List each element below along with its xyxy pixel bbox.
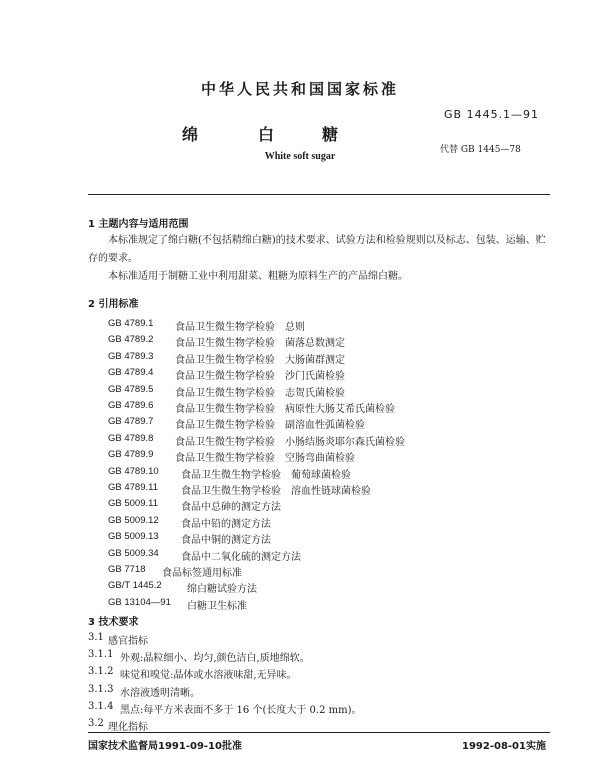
reference-title: 食品卫生微生物学检验 总则 bbox=[175, 322, 305, 333]
replaces-note: 代替 GB 1445—78 bbox=[440, 145, 521, 155]
section-1-para-2: 本标准适用于制糖工业中利用甜菜、粗糖为原料生产的产品绵白糖。 bbox=[108, 271, 408, 282]
reference-title: 食品中二氧化硫的测定方法 bbox=[181, 552, 301, 563]
reference-title: 绵白糖试验方法 bbox=[187, 584, 257, 595]
header-divider bbox=[88, 194, 550, 195]
reference-code: GB 4789.9 bbox=[108, 449, 154, 460]
reference-code: GB 4789.1 bbox=[108, 318, 154, 329]
reference-title: 食品中总砷的测定方法 bbox=[181, 502, 281, 513]
reference-code: GB 5009.11 bbox=[108, 498, 159, 509]
reference-code: GB 4789.8 bbox=[108, 433, 154, 444]
reference-title: 食品卫生微生物学检验 葡萄球菌检验 bbox=[181, 470, 351, 481]
reference-title: 食品卫生微生物学检验 沙门氏菌检验 bbox=[175, 371, 345, 382]
reference-code: GB 4789.7 bbox=[108, 416, 154, 427]
reference-title: 食品卫生微生物学检验 溶血性链球菌检验 bbox=[181, 486, 371, 497]
clause-number: 3.1.4 bbox=[88, 701, 114, 712]
reference-code: GB 5009.13 bbox=[108, 531, 159, 542]
clause-number: 3.1.1 bbox=[88, 649, 114, 660]
clause-number: 3.1.3 bbox=[88, 684, 114, 695]
clause-text: 外观:晶粒细小、均匀,颜色洁白,质地绵软。 bbox=[120, 653, 310, 664]
reference-title: 食品中铜的测定方法 bbox=[181, 535, 271, 546]
reference-title: 食品卫生微生物学检验 病原性大肠艾希氏菌检验 bbox=[175, 404, 395, 415]
title-char-2: 白 bbox=[258, 125, 275, 144]
clause-text: 理化指标 bbox=[108, 722, 148, 733]
reference-code: GB 4789.10 bbox=[108, 466, 159, 477]
reference-code: GB 4789.2 bbox=[108, 334, 154, 345]
section-1-para-1-line-1: 本标准规定了绵白糖(不包括精绵白糖)的技术要求、试验方法和检验规则以及标志、包装、运输、贮 bbox=[108, 235, 546, 246]
clause-number: 3.1 bbox=[88, 632, 104, 643]
title-char-3: 糖 bbox=[322, 125, 339, 144]
section-2-heading: 2 引用标准 bbox=[88, 299, 139, 310]
reference-code: GB 4789.11 bbox=[108, 482, 159, 493]
reference-title: 食品卫生微生物学检验 空肠弯曲菌检验 bbox=[175, 453, 355, 464]
reference-code: GB 4789.3 bbox=[108, 351, 154, 362]
reference-code: GB 7718 bbox=[108, 564, 146, 575]
reference-code: GB 4789.5 bbox=[108, 384, 154, 395]
clause-text: 感官指标 bbox=[108, 636, 148, 647]
clause-text: 味觉和嗅觉:晶体或水溶液味甜,无异味。 bbox=[120, 670, 297, 681]
title-char-1: 绵 bbox=[182, 125, 199, 144]
clause-text: 水溶液透明清晰。 bbox=[120, 688, 200, 699]
reference-title: 食品标签通用标准 bbox=[162, 568, 242, 579]
reference-title: 白糖卫生标准 bbox=[187, 601, 247, 612]
reference-code: GB 5009.34 bbox=[108, 548, 159, 559]
reference-title: 食品卫生微生物学检验 副溶血性弧菌检验 bbox=[175, 420, 365, 431]
reference-title: 食品中铅的测定方法 bbox=[181, 519, 271, 530]
section-1-heading: 1 主题内容与适用范围 bbox=[88, 219, 189, 230]
clause-text: 黑点:每平方米表面不多于 16 个(长度大于 0.2 mm)。 bbox=[120, 705, 362, 716]
reference-title: 食品卫生微生物学检验 大肠菌群测定 bbox=[175, 355, 345, 366]
reference-code: GB 4789.4 bbox=[108, 367, 154, 378]
reference-code: GB/T 1445.2 bbox=[108, 580, 162, 591]
standard-header: 中华人民共和国国家标准 bbox=[200, 80, 399, 98]
section-3-heading: 3 技术要求 bbox=[88, 617, 139, 628]
standard-number: GB 1445.1—91 bbox=[444, 108, 540, 121]
implementation-date: 1992-08-01实施 bbox=[462, 741, 546, 752]
reference-title: 食品卫生微生物学检验 小肠结肠炎耶尔森氏菌检验 bbox=[175, 437, 405, 448]
clause-number: 3.1.2 bbox=[88, 666, 114, 677]
approval-note: 国家技术监督局1991-09-10批准 bbox=[88, 741, 242, 752]
reference-title: 食品卫生微生物学检验 志贺氏菌检验 bbox=[175, 388, 345, 399]
english-title: White soft sugar bbox=[264, 151, 336, 162]
reference-code: GB 13104—91 bbox=[108, 597, 171, 608]
section-1-para-1-line-2: 存的要求。 bbox=[88, 253, 138, 264]
clause-number: 3.2 bbox=[88, 718, 104, 729]
reference-title: 食品卫生微生物学检验 菌落总数测定 bbox=[175, 338, 345, 349]
reference-code: GB 4789.6 bbox=[108, 400, 154, 411]
footer-divider bbox=[88, 732, 550, 733]
reference-code: GB 5009.12 bbox=[108, 515, 159, 526]
